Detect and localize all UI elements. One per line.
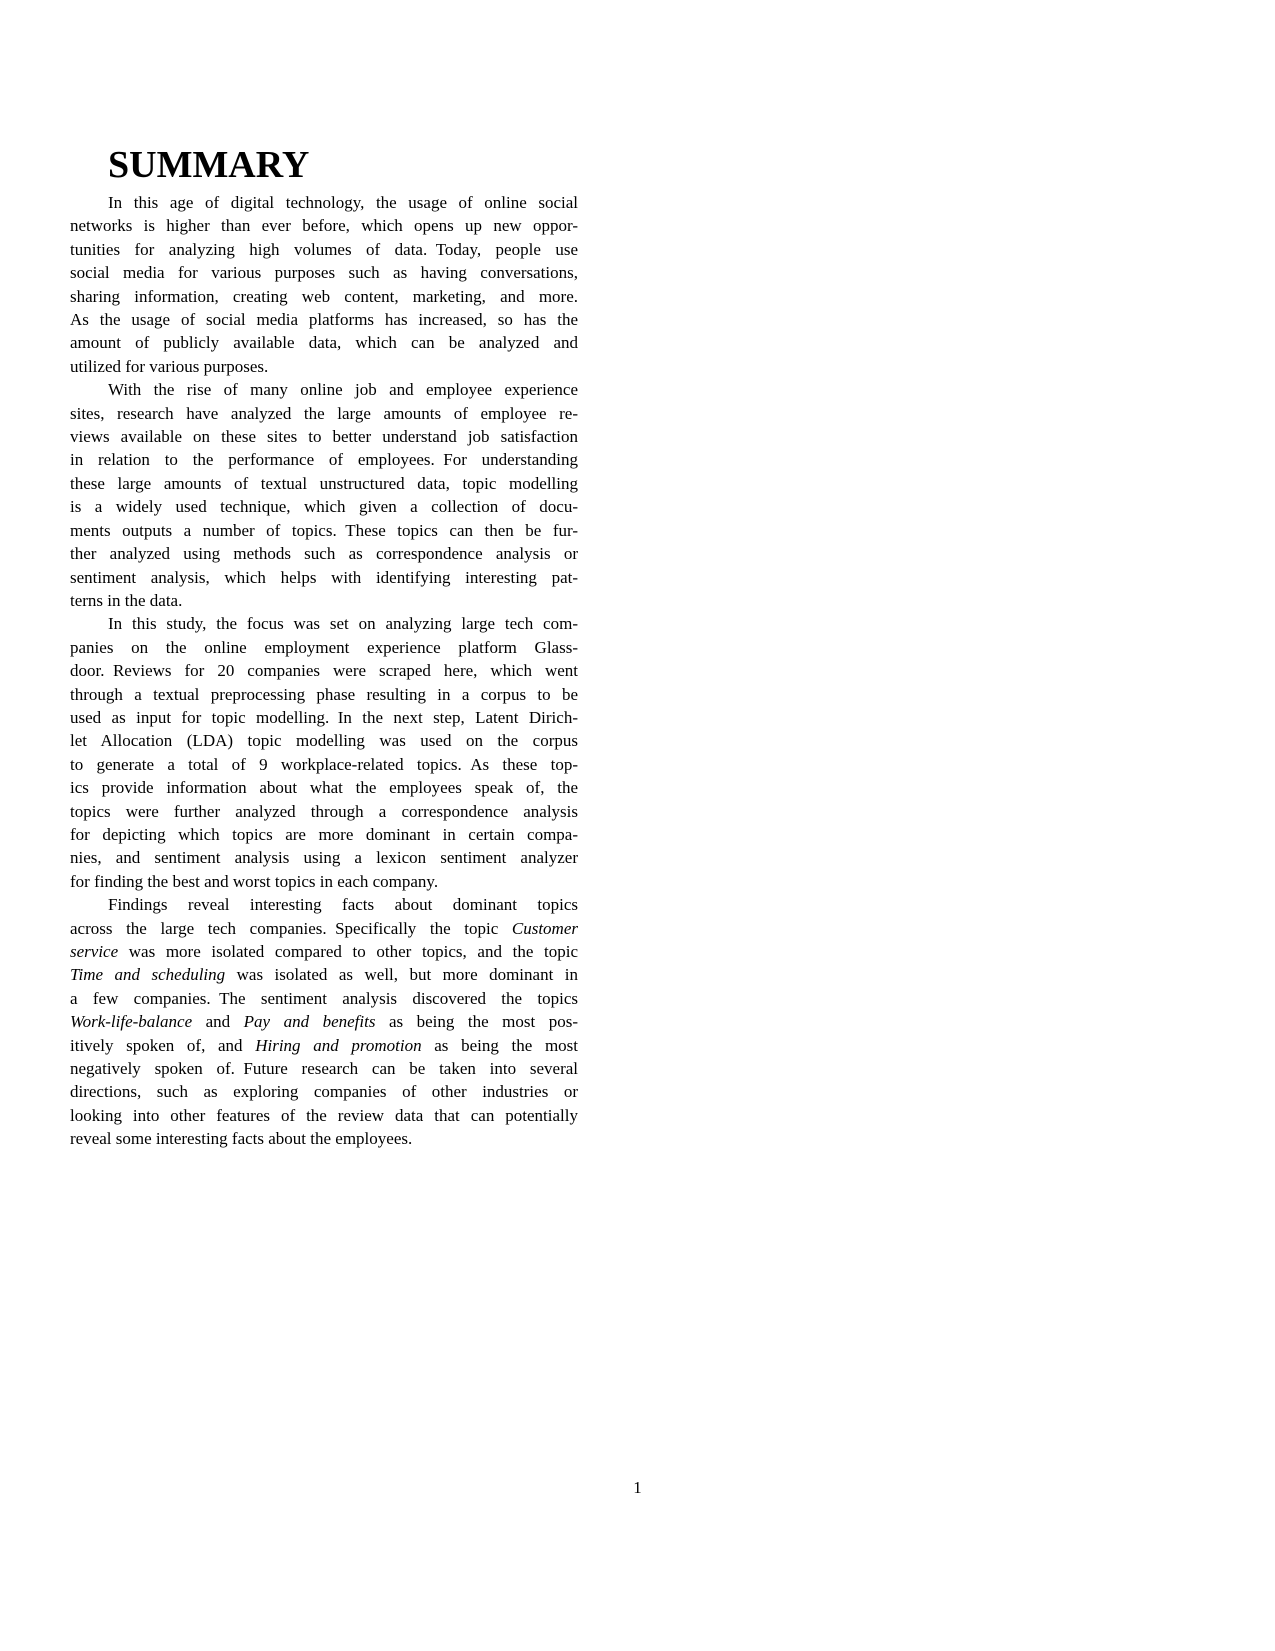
text-line bbox=[70, 1034, 578, 1057]
text-run: for finding the best and worst topics in each company. bbox=[70, 871, 439, 891]
text-run: As the usage of social media platforms has increased, so has the bbox=[70, 310, 578, 330]
text-line bbox=[70, 214, 578, 237]
text-run: let Allocation (LDA) topic modelling was used on the corpus bbox=[70, 731, 578, 751]
text-run: as being the most pos- bbox=[375, 1012, 579, 1032]
text-line bbox=[70, 683, 578, 706]
text-run: In this study, the focus was set on analyzing large tech com- bbox=[108, 614, 578, 634]
text-run: networks is higher than ever before, which opens up new oppor- bbox=[70, 216, 578, 236]
text-line bbox=[70, 940, 578, 963]
text-line bbox=[70, 191, 578, 214]
text-line bbox=[70, 1057, 578, 1080]
paragraph bbox=[70, 612, 578, 893]
text-run: as being the most bbox=[421, 1035, 579, 1055]
text-line bbox=[70, 589, 578, 612]
text-run: panies on the online employment experience platform Glass- bbox=[70, 637, 578, 657]
text-run: nies, and sentiment analysis using a lexicon sentiment analyzer bbox=[70, 848, 578, 868]
text-line bbox=[70, 308, 578, 331]
text-run: these large amounts of textual unstructured data, topic modelling bbox=[70, 473, 578, 493]
text-line bbox=[70, 331, 578, 354]
text-line bbox=[70, 448, 578, 471]
summary-paragraphs bbox=[70, 191, 578, 1151]
text-line bbox=[70, 917, 578, 940]
text-run: and bbox=[192, 1012, 244, 1032]
text-line bbox=[70, 659, 578, 682]
text-run: ther analyzed using methods such as correspondence analysis or bbox=[70, 544, 578, 564]
text-run: sharing information, creating web content, marketing, and more. bbox=[70, 286, 578, 306]
text-line bbox=[70, 519, 578, 542]
text-line bbox=[70, 846, 578, 869]
text-run: was more isolated compared to other topics, and the topic bbox=[118, 942, 578, 961]
text-run: across the large tech companies. Specifically the topic bbox=[70, 918, 512, 938]
text-run: utilized for various purposes. bbox=[70, 356, 269, 376]
text-run: social media for various purposes such as having conversations, bbox=[70, 263, 578, 283]
text-line bbox=[70, 378, 578, 401]
text-run: reveal some interesting facts about the employees. bbox=[70, 1129, 413, 1149]
text-run: to generate a total of 9 workplace-related topics. As these top- bbox=[70, 754, 578, 774]
section-heading: SUMMARY bbox=[108, 144, 310, 186]
italic-text-run: Customer bbox=[511, 918, 578, 938]
text-line bbox=[70, 542, 578, 565]
text-line bbox=[70, 472, 578, 495]
text-line bbox=[70, 1104, 578, 1127]
text-line bbox=[70, 729, 578, 752]
text-line bbox=[70, 1080, 578, 1103]
text-run: Findings reveal interesting facts about dominant topics bbox=[108, 895, 578, 915]
text-run: With the rise of many online job and employee experience bbox=[108, 380, 578, 400]
text-line bbox=[70, 402, 578, 425]
text-line bbox=[70, 261, 578, 284]
text-line bbox=[70, 776, 578, 799]
text-run: itively spoken of, and bbox=[70, 1035, 256, 1055]
text-run: for depicting which topics are more dominant in certain compa- bbox=[70, 824, 578, 844]
text-line bbox=[70, 1127, 578, 1150]
text-line bbox=[70, 823, 578, 846]
text-line bbox=[70, 1010, 578, 1033]
text-line bbox=[70, 425, 578, 448]
text-run: amount of publicly available data, which can be analyzed and bbox=[70, 333, 578, 353]
text-line bbox=[70, 566, 578, 589]
text-line bbox=[70, 870, 578, 893]
text-run: is a widely used technique, which given a collection of docu- bbox=[70, 497, 578, 517]
text-line bbox=[70, 355, 578, 378]
text-run: was isolated as well, but more dominant in bbox=[225, 965, 578, 985]
italic-text-run: Work-life-balance bbox=[70, 1012, 193, 1032]
text-run: through a textual preprocessing phase resulting in a corpus to be bbox=[70, 684, 578, 704]
text-run: directions, such as exploring companies of other industries or bbox=[70, 1082, 578, 1102]
italic-text-run: Hiring and promotion bbox=[255, 1035, 422, 1055]
paragraph bbox=[70, 191, 578, 378]
text-line bbox=[70, 495, 578, 518]
text-run: In this age of digital technology, the usage of online social bbox=[108, 193, 578, 212]
text-run: views available on these sites to better understand job satisfaction bbox=[70, 427, 578, 447]
text-run: tunities for analyzing high volumes of data. Today, people use bbox=[70, 239, 578, 259]
text-run: in relation to the performance of employees. For understanding bbox=[70, 450, 578, 470]
text-line bbox=[70, 285, 578, 308]
text-run: ments outputs a number of topics. These topics can then be fur- bbox=[70, 520, 578, 540]
italic-text-run: service bbox=[70, 942, 119, 961]
text-run: sentiment analysis, which helps with identifying interesting pat- bbox=[70, 567, 578, 587]
text-run: door. Reviews for 20 companies were scraped here, which went bbox=[70, 661, 578, 681]
text-column bbox=[70, 146, 578, 1151]
text-run: ics provide information about what the employees speak of, the bbox=[70, 778, 578, 798]
text-run: a few companies. The sentiment analysis discovered the topics bbox=[70, 988, 578, 1008]
paragraph bbox=[70, 378, 578, 612]
text-line bbox=[70, 893, 578, 916]
text-run: looking into other features of the review data that can potentially bbox=[70, 1105, 578, 1125]
text-run: negatively spoken of. Future research can be taken into several bbox=[70, 1059, 578, 1079]
italic-text-run: Time and scheduling bbox=[70, 965, 226, 985]
text-run: used as input for topic modelling. In the next step, Latent Dirich- bbox=[70, 707, 578, 727]
text-line bbox=[70, 800, 578, 823]
text-line bbox=[70, 753, 578, 776]
text-line bbox=[70, 963, 578, 986]
text-run: topics were further analyzed through a correspondence analysis bbox=[70, 801, 578, 821]
page-number: 1 bbox=[633, 1478, 642, 1497]
text-line bbox=[70, 987, 578, 1010]
text-line bbox=[70, 612, 578, 635]
text-line bbox=[70, 238, 578, 261]
paragraph bbox=[70, 893, 578, 1150]
text-run: sites, research have analyzed the large amounts of employee re- bbox=[70, 403, 578, 423]
text-line bbox=[70, 706, 578, 729]
italic-text-run: Pay and benefits bbox=[243, 1012, 376, 1032]
text-run: terns in the data. bbox=[70, 590, 183, 610]
text-line bbox=[70, 636, 578, 659]
